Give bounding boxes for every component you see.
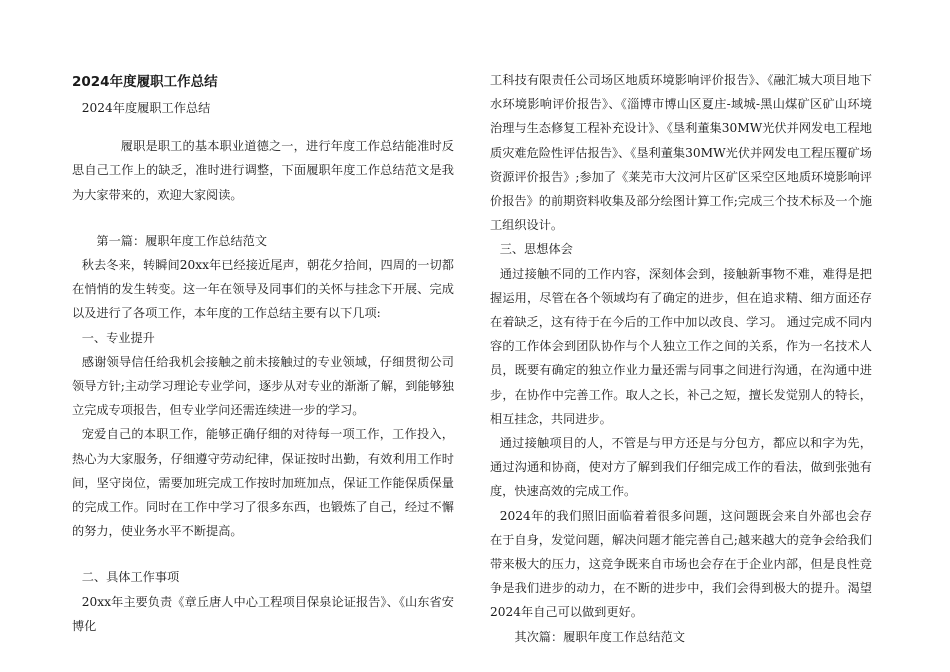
intro-paragraph: 履职是职工的基本职业道德之一，进行年度工作总结能准时反思自己工作上的缺乏，准时进行调整，下面履职年度工作总结范文是我为大家带来的，欢迎大家阅读。 xyxy=(72,139,454,202)
section-heading: 三、思想体会 xyxy=(499,242,573,257)
subtitle: 2024年度履职工作总结 xyxy=(81,101,211,115)
paragraph: 秋去冬来，转瞬间20xx年已经接近尾声，朝花夕拾间，四周的一切都在悄悄的发生转变。这一年在领导及同事们的关怀与挂念下开展、完成以及进行了各项工作，本年度的工作总结主要有以下几项: xyxy=(72,258,454,321)
right-column xyxy=(490,68,872,649)
article-heading-2: 其次篇：履职年度工作总结范文 xyxy=(514,629,686,644)
left-column xyxy=(72,70,454,638)
paragraph: 宠爱自己的本职工作，能够正确仔细的对待每一项工作，工作投入，热心为大家服务，仔细遵守劳动纪律，保证按时出勤，有效利用工作时间，坚守岗位，需要加班完成工作按时加班加点，保证工作能保质保量的完成工作。同时在工作中学习了很多东西，也锻炼了自己，经过不懈的努力，使业务水平不断提高。 xyxy=(72,427,454,539)
paragraph: 20xx年主要负责《章丘唐人中心工程项目保泉论证报告》、《山东省安博化 xyxy=(72,594,454,633)
section-heading: 一、专业提升 xyxy=(81,330,155,345)
paragraph: 2024年的我们照旧面临着着很多问题，这问题既会来自外部也会存在于自身，发觉问题，解决问题才能完善自己;越来越大的竞争会给我们带来极大的压力，这竞争既来自市场也会存在于企业内部，但是良性竞争是我们进步的动力，在不断的进步中，我们会得到极大的提升。渴望2024年自己可以做到更好。 xyxy=(490,508,872,620)
paragraph: 感谢领导信任给我机会接触之前未接触过的专业领域，仔细贯彻公司领导方针;主动学习理论专业学问，逐步从对专业的渐渐了解，到能够独立完成专项报告，但专业学问还需连续进一步的学习。 xyxy=(72,354,454,418)
paragraph: 通过接触不同的工作内容，深刻体会到，接触新事物不难，难得是把握运用，尽管在各个领域均有了确定的进步，但在追求精、细方面还存在着缺乏，这有待于在今后的工作中加以改良、学习。 通过完成不同内容的工作体会到团队协作与个人独立工作之间的关系，作为一名技术人员，既要有确定的独立作业力量还需与同事之间进行沟通，在沟通中进步，在协作中完善工作。取人之长，补己之短，擅长发觉别人的特长，相互挂念，共同进步。 xyxy=(490,266,872,426)
paragraph-continued: 工科技有限责任公司场区地质环境影响评价报告》、《融汇城大项目地下水环境影响评价报告》、《淄博市博山区夏庄-域城-黑山煤矿区矿山环境治理与生态修复工程补充设计》、《垦利董集30MW光伏并网发电工程地质灾难危险性评估报告》、《垦利董集30MW光伏并网发电工程压覆矿场资源评价报告》;参加了《莱芜市大汶河片区矿区采空区地质环境影响评价报告》的前期资料收集及部分绘图计算工作;完成三个技术标及一个施工组织设计。 xyxy=(490,73,872,233)
document-title: 2024年度履职工作总结 xyxy=(72,74,218,90)
article-heading-1: 第一篇：履职年度工作总结范文 xyxy=(96,233,268,248)
section-heading: 二、具体工作事项 xyxy=(81,570,180,585)
paragraph: 通过接触项目的人，不管是与甲方还是与分包方，都应以和字为先，通过沟通和协商，使对方了解到我们仔细完成工作的看法，做到张弛有度，快速高效的完成工作。 xyxy=(490,436,872,499)
